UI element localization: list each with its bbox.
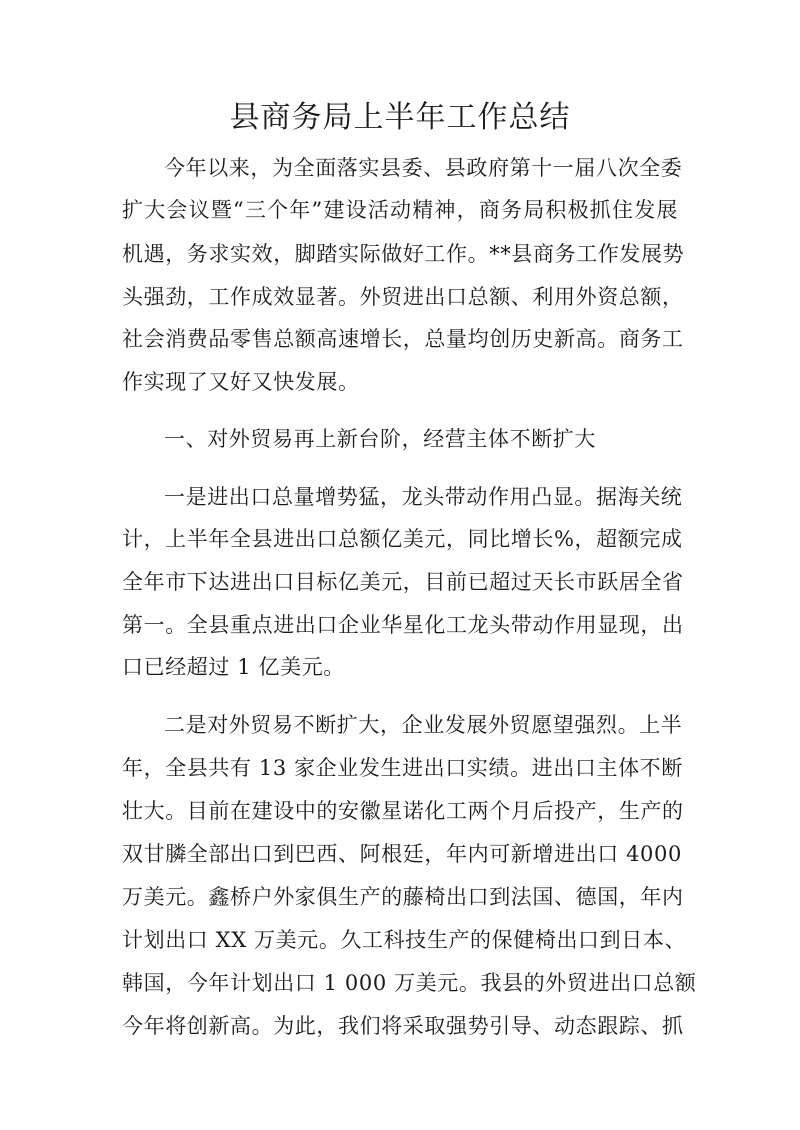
- paragraph-3-line-3: 壮大。目前在建设中的安徽星诺化工两个月后投产，生产的: [122, 799, 684, 823]
- paragraph-2-line-1: 一是进出口总量增势猛，龙头带动作用凸显。据海关统: [164, 485, 683, 509]
- document-title: 县商务局上半年工作总结: [229, 100, 571, 135]
- paragraph-1-line-6: 作实现了又好又快发展。: [122, 370, 360, 394]
- paragraph-3-line-6: 计划出口 XX 万美元。久工科技生产的保健椅出口到日本、: [122, 928, 687, 952]
- paragraph-3-line-2: 年，全县共有 13 家企业发生进出口实绩。进出口主体不断: [122, 756, 683, 780]
- paragraph-3-line-7: 韩国，今年计划出口 1 000 万美元。我县的外贸进出口总额: [122, 971, 697, 995]
- paragraph-1-line-3: 机遇，务求实效，脚踏实际做好工作。**县商务工作发展势: [122, 242, 685, 266]
- paragraph-1-line-5: 社会消费品零售总额高速增长，总量均创历史新高。商务工: [122, 327, 684, 351]
- paragraph-1-line-2: 扩大会议暨“三个年”建设活动精神，商务局积极抓住发展: [122, 198, 678, 222]
- paragraph-3-line-8: 今年将创新高。为此，我们将采取强势引导、动态跟踪、抓: [122, 1014, 684, 1038]
- paragraph-1-line-1: 今年以来，为全面落实县委、县政府第十一届八次全委: [164, 156, 683, 180]
- paragraph-2-line-5: 口已经超过 1 亿美元。: [122, 655, 345, 679]
- section-heading-1: 一、对外贸易再上新台阶，经营主体不断扩大: [164, 427, 596, 451]
- paragraph-2-line-2: 计，上半年全县进出口总额亿美元，同比增长%，超额完成: [122, 527, 683, 551]
- paragraph-2-line-3: 全年市下达进出口目标亿美元，目前已超过天长市跃居全省: [122, 570, 684, 594]
- paragraph-3-line-1: 二是对外贸易不断扩大，企业发展外贸愿望强烈。上半: [164, 713, 683, 737]
- paragraph-1-line-4: 头强劲，工作成效显著。外贸进出口总额、利用外资总额，: [122, 285, 684, 309]
- paragraph-3-line-4: 双甘膦全部出口到巴西、阿根廷，年内可新增进出口 4000: [122, 842, 682, 866]
- paragraph-2-line-4: 第一。全县重点进出口企业华星化工龙头带动作用显现，出: [122, 613, 684, 637]
- paragraph-3-line-5: 万美元。鑫桥户外家俱生产的藤椅出口到法国、德国，年内: [122, 885, 684, 909]
